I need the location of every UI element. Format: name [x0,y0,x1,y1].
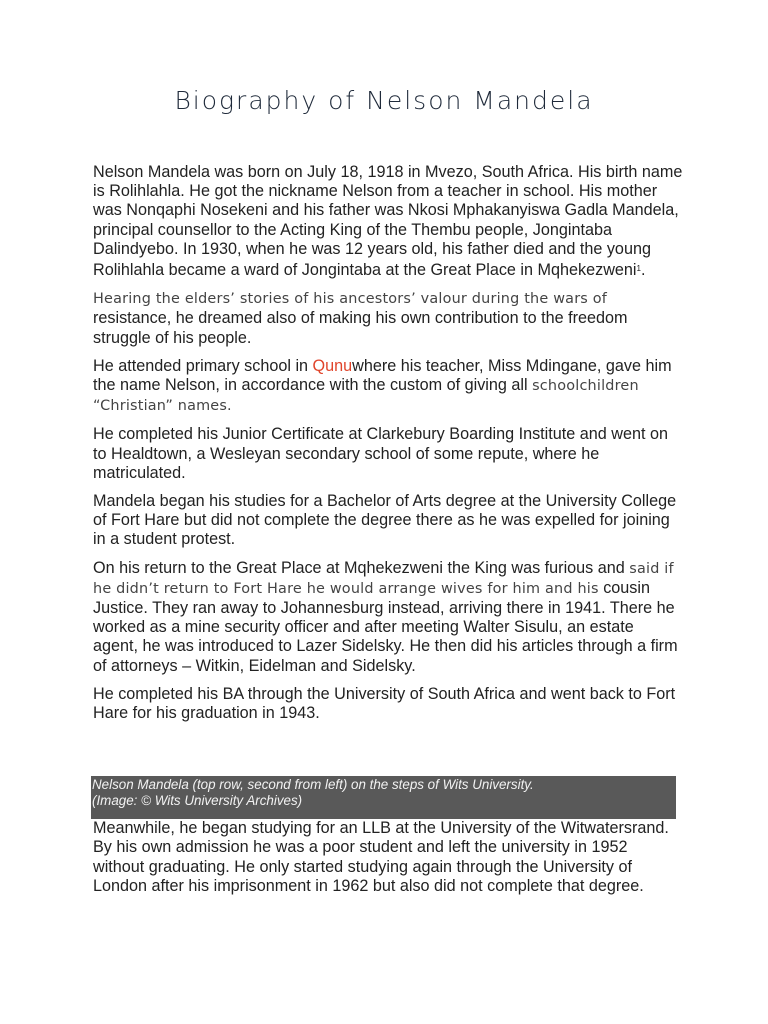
paragraph-johannesburg-after: cousin Justice. They ran away to Johannesburg instead, arriving there in 1941. There he worked as a mine security officer and after meeting Walter Sisulu, an estate agent, he was introduced to Lazer Sidelsky. He then did his articles through a firm of attorneys – Witkin, Eidelman and Sidelsky. [93,578,678,675]
paragraph-ancestors-rest: resistance, he dreamed also of making his own contribution to the freedom struggle of his people. [93,309,628,347]
paragraph-primary-before: He attended primary school in [93,356,313,375]
image-caption [91,776,676,819]
paragraph-fort-hare: Mandela began his studies for a Bachelor of Arts degree at the University College of Fort Hare but did not complete the degree there as he was expelled for joining in a student protest. [93,492,677,549]
paragraph-johannesburg [93,559,683,676]
paragraph-ancestors [93,289,683,348]
paragraph-junior-certificate: He completed his Junior Certificate at Clarkebury Boarding Institute and went on to Healdtown, a Wesleyan secondary school of some repute, where he matriculated. [93,425,668,482]
document-body [93,163,683,905]
image-placeholder [93,732,683,776]
paragraph-llb: Meanwhile, he began studying for an LLB at the University of the Witwatersrand. By his own admission he was a poor student and left the university in 1952 without graduating. He only started studying again through the University of London after his imprisonment in 1962 but also did not complete that degree. [93,819,669,895]
paragraph-johannesburg-before: On his return to the Great Place at Mqhekezweni the King was furious and [93,558,630,577]
page-title: Biography of Nelson Mandela [174,86,594,115]
paragraph-ancestors-soft: Hearing the elders’ stories of his ancestors’ valour during the wars of [93,291,608,308]
caption-line-2: (Image: © Wits University Archives) [92,793,303,809]
paragraph-johannesburg-soft: said if he didn’t return to Fort Hare he would arrange wives for him and his [93,560,674,597]
paragraph-primary-after: where his teacher, Miss Mdingane, gave him the name Nelson, in accordance with the custom of giving all [93,356,672,395]
paragraph-primary-school [93,357,683,417]
paragraph-birth [93,163,683,280]
paragraph-ba-degree: He completed his BA through the University of South Africa and went back to Fort Hare for his graduation in 1943. [93,684,676,723]
caption-line-1: Nelson Mandela (top row, second from left) on the steps of Wits University. [92,777,534,793]
qunu-link[interactable]: Qunu [312,356,353,375]
paragraph-birth-end: . [640,261,646,280]
paragraph-primary-soft: schoolchildren “Christian” names. [93,378,639,415]
footnote-marker[interactable]: 1 [636,264,641,274]
paragraph-birth-text: Nelson Mandela was born on July 18, 1918 in Mvezo, South Africa. His birth name is Rolihlahla. He got the nickname Nelson from a teacher in school. His mother was Nonqaphi Nosekeni and his father was Nkosi Mphakanyiswa Gadla Mandela, principal counsellor to the Acting King of the Thembu people, Jongintaba Dalindyebo. In 1930, when he was 12 years old, his father died and the young Rolihlahla became a ward of Jongintaba at the Great Place in Mqhekezweni [93,163,683,280]
